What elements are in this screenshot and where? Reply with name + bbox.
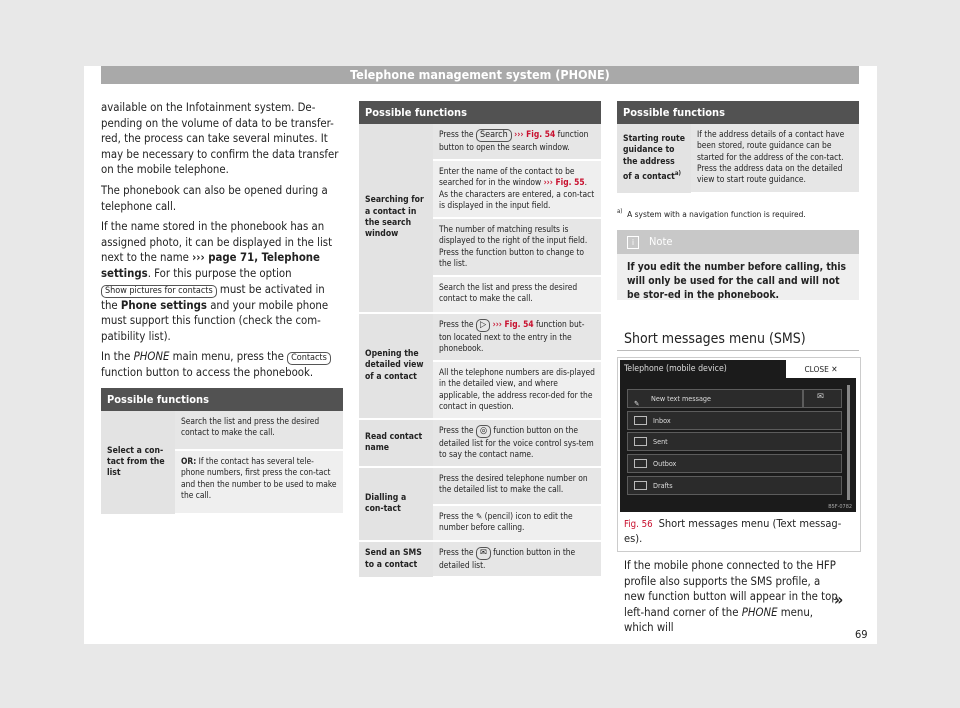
row-label-search: Searching for a contact in the search window [359,124,433,313]
speaker-icon: ◎ [476,425,491,438]
page-ref-link[interactable]: ››› page 71, Telephone settings [101,251,320,280]
p3-text-3: must be activated in the [101,282,325,312]
item-label: New text message [651,394,712,403]
table-header: Possible functions [617,101,859,124]
cell-text: function but-ton located next to the entry in the phonebook. [439,319,585,354]
item-label: Sent [653,437,668,446]
table-cell [433,541,601,577]
row-label-sms: Send an SMS to a contact [359,541,433,577]
paragraph-3 [101,219,343,344]
p3-text-2: . For this purpose the option [147,266,292,280]
cell-text: Press the [439,511,476,521]
middle-functions-table [359,101,601,578]
note-title: Note [649,235,673,248]
note-text: If you edit the number before calling, this will only be used for the call and will not be stor-ed in the phonebook. [627,261,847,301]
cell-text: function button in the detailed list. [439,547,576,570]
table-cell [175,450,343,514]
envelope-icon [634,481,647,490]
table-cell: All the telephone numbers are dis-played in the detailed view, and where applicable, the address recor-ded for the contact in question. [433,361,601,419]
row-label-open: Opening the detailed view of a contact [359,313,433,419]
table-header: Possible functions [101,388,343,411]
info-icon: i [627,236,639,249]
table-cell [433,124,601,160]
phone-settings-label: Phone settings [120,298,207,312]
search-button: Search [476,129,512,142]
sent-item[interactable] [627,432,842,451]
cell-text: If the contact has several tele-phone numbers, first press the con-tact and then the number to be used to make the call. [181,456,337,500]
drafts-item[interactable] [627,476,842,495]
contacts-button: Contacts [287,352,331,365]
table-cell [433,419,601,467]
left-functions-table [101,388,343,515]
table-cell [433,505,601,541]
cell-text: function button to open the search window. [439,129,589,152]
table-cell [433,160,601,218]
row-label-dial: Dialling a con-tact [359,467,433,541]
envelope-icon [634,459,647,468]
scrollbar[interactable] [847,385,850,500]
pencil-icon: ✎ [634,398,640,408]
table-cell: If the address details of a contact have been stored, route guidance can be started for the address of the con-tact. Press the address data on the detailed view to start route guidance. [691,124,859,193]
footnote-sup: a) [674,169,681,177]
route-label-text: Starting route guidance to the address of a contact [623,133,685,182]
table-cell [433,313,601,361]
row-label-read: Read contact name [359,419,433,467]
inbox-item[interactable] [627,411,842,430]
right-body [624,558,842,641]
left-column [101,100,343,386]
table-cell: Press the desired telephone number on the detailed list to make the call. [433,467,601,505]
body-text-end: menu, which will [624,605,814,635]
right-functions-table [617,101,859,194]
caption-text: Short messages menu (Text messag-es). [624,517,842,545]
p3-text: If the name stored in the phonebook has an assigned photo, it can be displayed in the list next to the name [101,220,333,265]
note-header [617,230,859,254]
table-header: Possible functions [359,101,601,124]
page-number: 69 [855,628,868,641]
close-label: CLOSE [804,364,829,374]
table-cell: Search the list and press the desired contact to make the call. [175,411,343,450]
sms-screen [620,360,856,512]
cell-text: function button on the detailed list for the voice control sys-tem to say the contact name. [439,425,594,460]
fig-label: Fig. 56 [624,519,653,530]
close-button[interactable] [786,360,856,378]
envelope-icon [634,437,647,446]
screen-title: Telephone (mobile device) [624,364,727,374]
phone-menu-label: PHONE [133,350,170,364]
body-text: If the mobile phone connected to the HFP profile also supports the SMS profile, a new function button will appear in the top left-hand corner of the [624,559,838,619]
envelope-icon [634,416,647,425]
cell-text: Press the [439,129,476,139]
p4-text-3: function button to access the phonebook. [101,366,314,380]
paragraph-4 [101,349,343,381]
fig-ref[interactable]: ››› Fig. 55 [543,177,585,188]
phone-menu-label: PHONE [741,605,778,619]
pencil-icon: ✎ [475,511,483,521]
footnote [617,208,806,219]
outbox-item[interactable] [627,454,842,473]
item-label: Outbox [653,459,677,468]
note-box [617,230,859,300]
table-cell: The number of matching results is displayed to the right of the input field. Press the function button to change to the list. [433,218,601,276]
cell-text: . As the characters are entered, a con-tact is displayed in the input field. [439,177,595,210]
play-icon: ▷ [476,319,490,332]
image-code: B5F-0782 [828,504,852,510]
continue-icon: » [834,590,844,609]
table-cell: Search the list and press the desired contact to make the call. [433,276,601,313]
figure-caption [624,517,854,546]
page-header: Telephone management system (PHONE) [101,66,859,84]
cell-text: Enter the name of the contact to be searched for in the window [439,166,575,188]
cell-text: Press the [439,425,476,435]
or-label: OR: [181,456,197,466]
cell-text: Press the [439,319,476,329]
heading-divider [617,350,859,351]
fig-ref[interactable]: ››› Fig. 54 [492,319,534,329]
p3-text-4: and your mobile phone must support this function (check the com-patibility list). [101,298,329,343]
row-label: Select a con-tact from the list [101,411,175,514]
item-label: Inbox [653,416,671,425]
cell-text: (pencil) icon to edit the number before calling. [439,511,573,533]
envelope-icon: ✉ [476,547,491,560]
envelope-icon: ✉ [817,392,824,402]
close-icon: ✕ [831,364,838,374]
footnote-mark: a) [617,208,623,215]
body-paragraph [624,558,842,636]
paragraph-2: The phonebook can also be opened during a telephone call. [101,183,328,213]
item-label: Drafts [653,481,673,490]
paragraph-1: available on the Infotainment system. De-pending on the volume of data to be transfer-red, the process can take several minutes. It may be necessary to confirm the data transfer on the mobile telephone. [101,101,339,177]
new-message-button[interactable] [627,389,803,408]
row-label-route [617,124,691,193]
show-pictures-button: Show pictures for contacts [101,285,217,298]
p4-text: In the [101,350,134,364]
edit-button[interactable] [803,389,842,408]
fig-ref[interactable]: ››› Fig. 54 [514,129,556,139]
cell-text: Press the [439,547,476,557]
footnote-text: A system with a navigation function is required. [627,208,806,219]
section-heading: Short messages menu (SMS) [624,331,806,347]
p4-text-2: main menu, press the [169,350,288,364]
